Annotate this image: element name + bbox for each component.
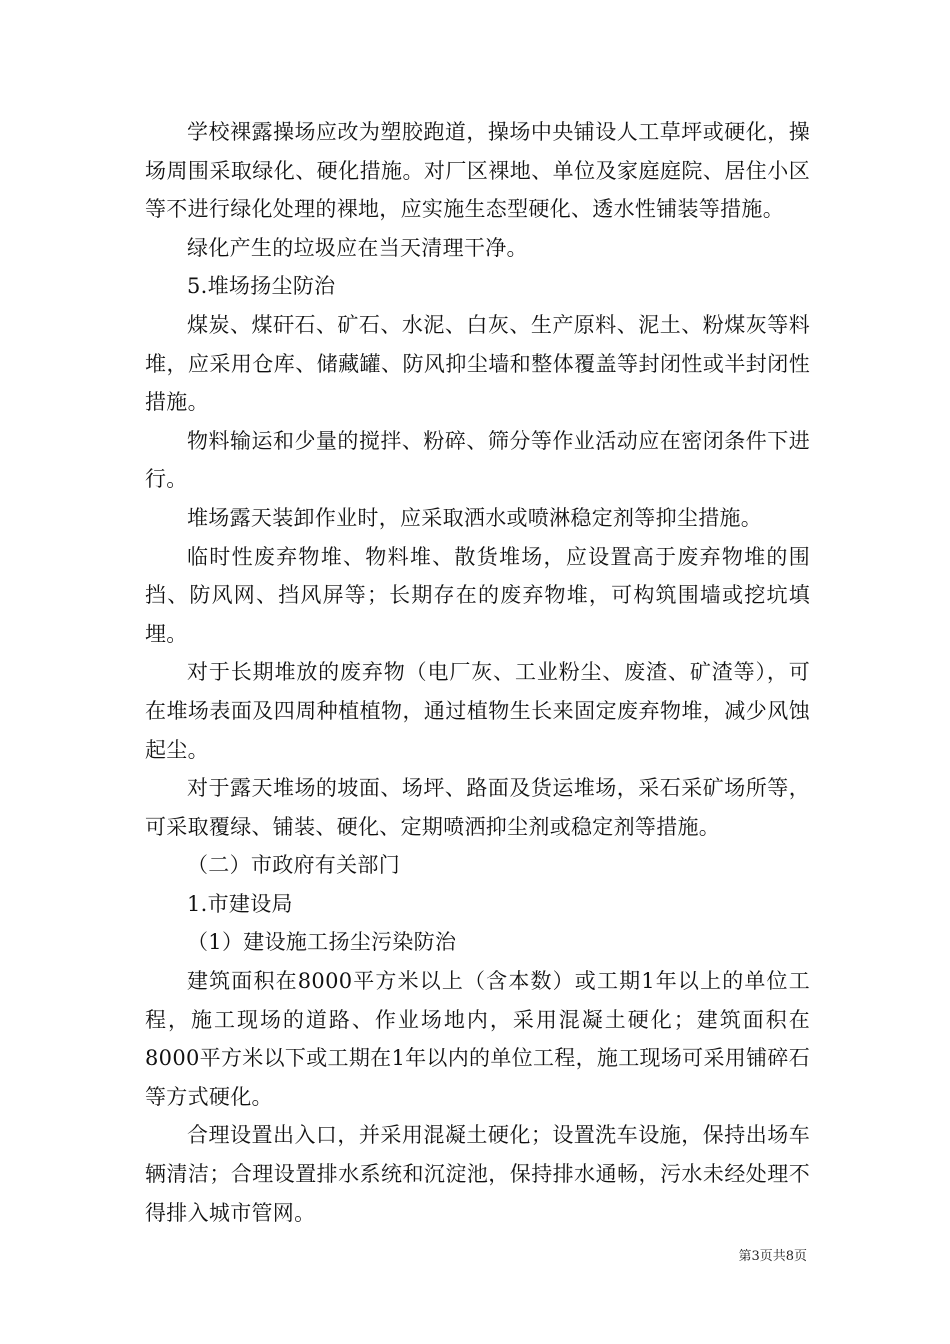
paragraph-playground-hardening: 学校裸露操场应改为塑胶跑道，操场中央铺设人工草坪或硬化，操场周围采取绿化、硬化措施。对厂区裸地、单位及家庭庭院、居住小区等不进行绿化处理的裸地，应实施生态型硬化、透水性铺装等措施。 bbox=[145, 120, 810, 222]
paragraph-open-yard: 对于露天堆场的坡面、场坪、路面及货运堆场，采石采矿场所等，可采取覆绿、铺装、硬化、定期喷洒抑尘剂或稳定剂等措施。 bbox=[145, 776, 810, 839]
page-number-label: 第3页共8页 bbox=[738, 1249, 807, 1264]
paragraph-building-area: 建筑面积在8000平方米以上（含本数）或工期1年以上的单位工程，施工现场的道路、作业场地内，采用混凝土硬化；建筑面积在8000平方米以下或工期在1年以内的单位工程，施工现场可采用铺碎石等方式硬化。 bbox=[145, 969, 810, 1109]
section-heading-yard-dust: 5.堆场扬尘防治 bbox=[187, 274, 336, 299]
paragraph-material-transport: 物料输运和少量的搅拌、粉碎、筛分等作业活动应在密闭条件下进行。 bbox=[145, 428, 810, 492]
section-heading-construction-dust: （1）建设施工扬尘污染防治 bbox=[187, 930, 457, 955]
section-heading-government-departments: （二）市政府有关部门 bbox=[187, 853, 400, 878]
page-number-footer bbox=[738, 1249, 807, 1265]
document-page bbox=[145, 0, 810, 1232]
paragraph-site-entrance: 合理设置出入口，并采用混凝土硬化；设置洗车设施，保持出场车辆清洁；合理设置排水系统和沉淀池，保持排水通畅，污水未经处理不得排入城市管网。 bbox=[145, 1123, 810, 1225]
paragraph-material-piles: 煤炭、煤矸石、矿石、水泥、白灰、生产原料、泥土、粉煤灰等料堆，应采用仓库、储藏罐、防风抑尘墙和整体覆盖等封闭性或半封闭性措施。 bbox=[145, 312, 810, 415]
paragraph-loading-dust: 堆场露天装卸作业时，应采取洒水或喷淋稳定剂等抑尘措施。 bbox=[187, 505, 763, 530]
paragraph-green-waste: 绿化产生的垃圾应在当天清理干净。 bbox=[187, 235, 528, 260]
paragraph-long-term-waste: 对于长期堆放的废弃物（电厂灰、工业粉尘、废渣、矿渣等），可在堆场表面及四周种植植物，通过植物生长来固定废弃物堆，减少风蚀起尘。 bbox=[145, 660, 810, 762]
paragraph-temporary-waste: 临时性废弃物堆、物料堆、散货堆场，应设置高于废弃物堆的围挡、防风网、挡风屏等；长期存在的废弃物堆，可构筑围墙或挖坑填埋。 bbox=[145, 544, 810, 646]
section-heading-construction-bureau: 1.市建设局 bbox=[187, 891, 293, 916]
document-body bbox=[145, 0, 810, 1232]
